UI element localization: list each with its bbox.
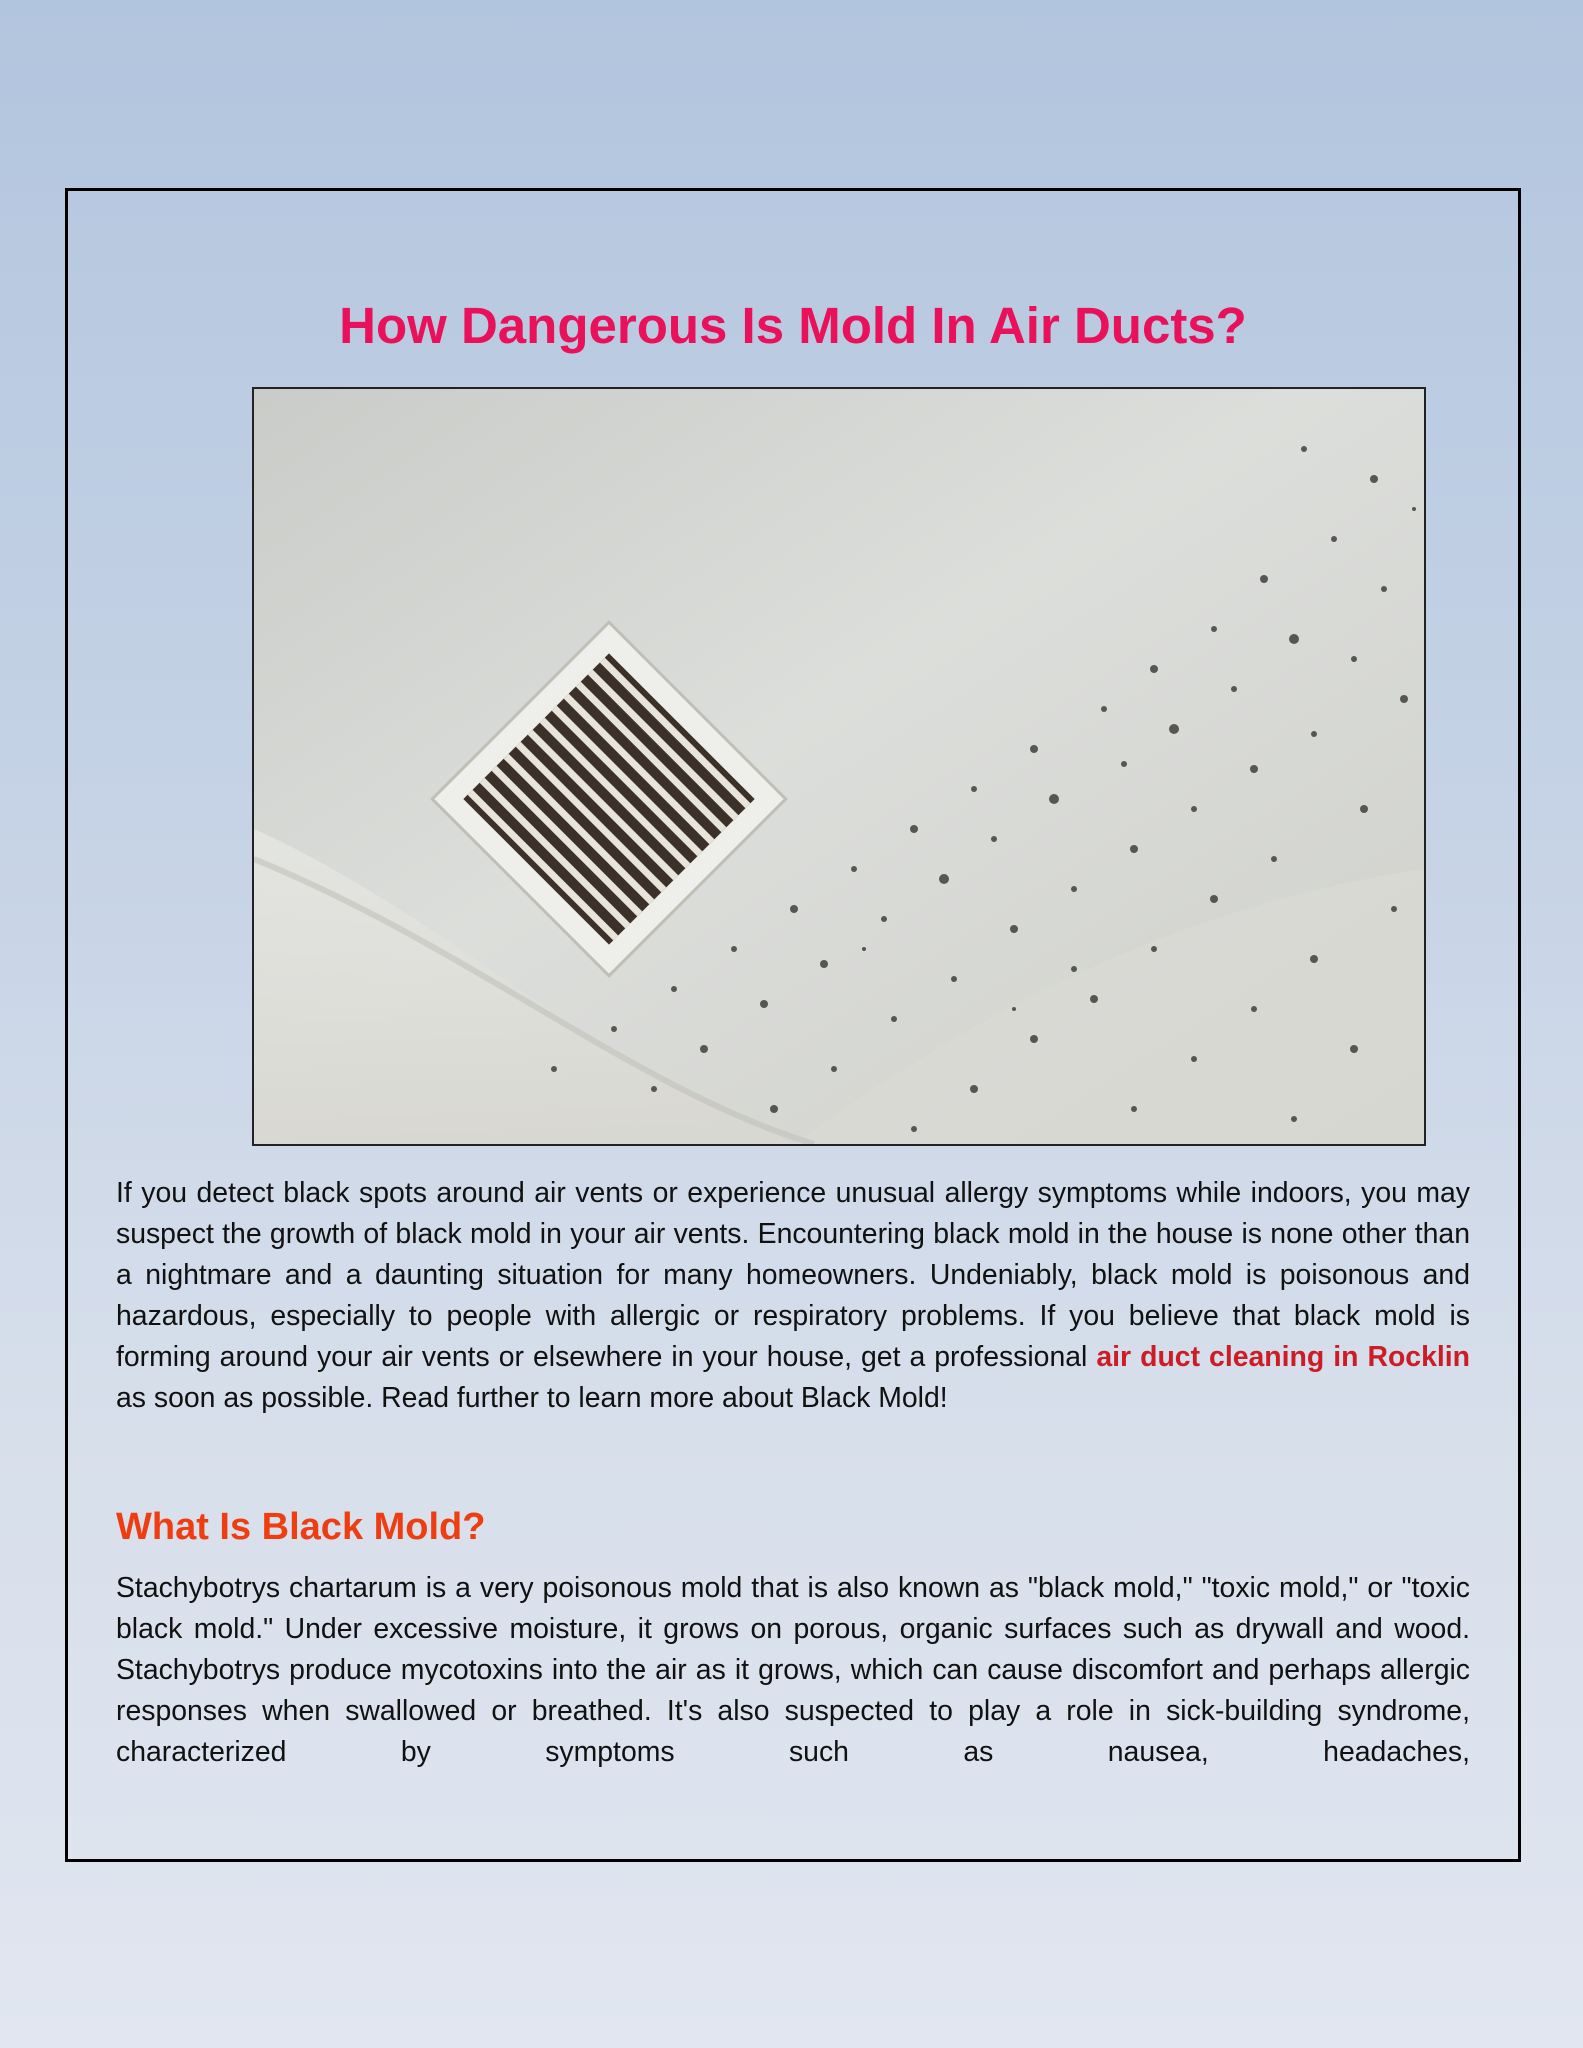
intro-text-before-link: If you detect black spots around air vents or experience unusual allergy symptoms while indoors, you may suspect the growth of black mold in your air vents. Encountering black mold in the house is none other than a nightmare and a daunting situation for many homeowners. Undeniably, black mold is poisonous and hazardous, especially to people with allergic or respiratory problems. If you believe that black mold is forming around your air vents or elsewhere in your house, get a professional xyxy=(116,1177,1470,1373)
section-heading: What Is Black Mold? xyxy=(116,1506,486,1548)
intro-text-after-link: as soon as possible. Read further to learn more about Black Mold! xyxy=(116,1382,948,1414)
section-paragraph: Stachybotrys chartarum is a very poisonous mold that is also known as "black mold," "toxic mold," or "toxic black mold." Under excessive moisture, it grows on porous, organic surfaces such as drywall and wood. Stachybotrys produce mycotoxins into the air as it grows, which can cause discomfort and perhaps allergic responses when swallowed or breathed. It's also suspected to play a role in sick-building syndrome, characterized by symptoms such as nausea, headaches, xyxy=(116,1572,1470,1768)
intro-paragraph xyxy=(116,1173,1470,1419)
ceiling-vent-mold-photo xyxy=(252,387,1426,1146)
air-duct-cleaning-link[interactable]: air duct cleaning in Rocklin xyxy=(1096,1341,1471,1373)
document-frame xyxy=(65,188,1521,1862)
ceiling-vent-with-black-mold-photo-icon xyxy=(254,389,1424,1144)
page-title: How Dangerous Is Mold In Air Ducts? xyxy=(339,297,1247,354)
